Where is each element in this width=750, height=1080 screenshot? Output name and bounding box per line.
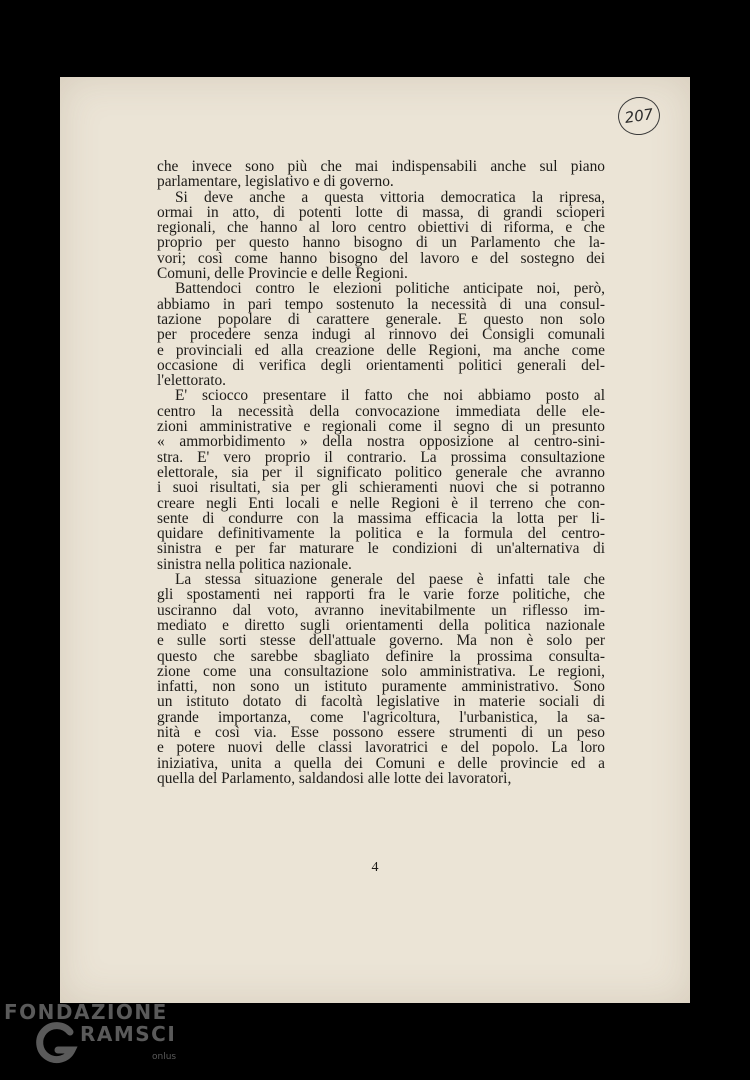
text-line: regionali, che hanno al loro centro obiettivi di riforma, e che bbox=[157, 219, 605, 237]
scanned-page bbox=[60, 77, 690, 1003]
text-line: vori; così come hanno bisogno del lavoro e del sostegno dei bbox=[157, 249, 605, 267]
text-line: quella del Parlamento, saldandosi alle lotte dei lavoratori, bbox=[157, 769, 512, 787]
text-line: per procedere senza indugi al rinnovo dei Consigli comunali bbox=[157, 326, 605, 344]
text-line: e provinciali ed alla creazione delle Regioni, ma anche come bbox=[157, 341, 605, 359]
watermark-line-1: FONDAZIONE bbox=[4, 1000, 168, 1024]
text-line: che invece sono più che mai indispensabili anche sul piano bbox=[157, 158, 605, 175]
text-line: centro la necessità della convocazione immediata delle ele- bbox=[157, 402, 605, 420]
text-line: i suoi risultati, sia per gli schieramenti nuovi che si potranno bbox=[157, 479, 605, 497]
page-number: 4 bbox=[371, 860, 379, 875]
text-line: La stessa situazione generale del paese è infatti tale che bbox=[175, 571, 605, 589]
watermark-line-2: RAMSCI bbox=[80, 1022, 177, 1046]
text-line: abbiamo in pari tempo sostenuto la necessità di una consul- bbox=[157, 295, 605, 313]
text-line: parlamentare, legislativo e di governo. bbox=[157, 173, 394, 191]
text-line: sinistra nella politica nazionale. bbox=[157, 555, 352, 573]
text-line: l'elettorato. bbox=[157, 372, 227, 390]
text-line: grande importanza, come l'agricoltura, l'urbanistica, la sa- bbox=[157, 708, 605, 726]
text-line: nità e così via. Esse possono essere strumenti di un peso bbox=[157, 723, 605, 741]
fondazione-gramsci-watermark bbox=[4, 998, 189, 1078]
text-line: questo che sarebbe sbagliato definire la prossima consulta- bbox=[157, 647, 605, 665]
text-line: sente di condurre con la massima efficacia la lotta per li- bbox=[157, 509, 605, 527]
text-line: Comuni, delle Provincie e delle Regioni. bbox=[157, 265, 408, 283]
archive-number-stamp bbox=[616, 94, 663, 137]
text-line: usciranno dal voto, avranno inevitabilmente un riflesso im- bbox=[157, 601, 605, 619]
text-line: mediato e diretto sugli orientamenti della politica nazionale bbox=[157, 616, 605, 634]
text-line: gli spostamenti nei rapporti fra le varie forze politiche, che bbox=[157, 586, 605, 604]
text-line: sinistra e per far maturare le condizioni di un'alternativa di bbox=[157, 540, 605, 558]
text-line: occasione di verifica degli orientamenti politici generali del- bbox=[157, 356, 605, 374]
text-line: proprio per questo hanno bisogno di un Parlamento che la- bbox=[157, 234, 605, 252]
text-line: Si deve anche a questa vittoria democratica la ripresa, bbox=[175, 188, 605, 206]
watermark-suffix: onlus bbox=[152, 1052, 177, 1062]
text-line: zioni amministrative e regionali come il segno di un presunto bbox=[157, 418, 605, 436]
text-line: « ammorbidimento » della nostra opposizione al centro-sini- bbox=[157, 433, 605, 451]
text-line: ormai in atto, di potenti lotte di massa, di grandi scioperi bbox=[157, 203, 605, 221]
text-line: infatti, non sono un istituto puramente amministrativo. Sono bbox=[157, 678, 605, 696]
text-line: Battendoci contro le elezioni politiche anticipate noi, però, bbox=[175, 280, 605, 298]
text-line: iniziativa, unita a quella dei Comuni e delle provincie ed a bbox=[157, 754, 605, 772]
g-logo-icon bbox=[34, 1020, 80, 1066]
text-line: E' sciocco presentare il fatto che noi abbiamo posto al bbox=[175, 387, 605, 405]
archive-number: 207 bbox=[623, 105, 655, 127]
text-line: elettorale, sia per il significato politico generale che avranno bbox=[157, 463, 605, 481]
text-line: quidare definitivamente la politica e la formula del centro- bbox=[157, 525, 605, 543]
body-text bbox=[157, 159, 605, 786]
text-line: e potere nuovi delle classi lavoratrici e del popolo. La loro bbox=[157, 739, 605, 757]
text-line: un istituto dotato di facoltà legislative in materie sociali di bbox=[157, 693, 605, 711]
text-line: stra. E' vero proprio il contrario. La prossima consultazione bbox=[157, 448, 605, 466]
text-line: e sulle sorti stesse dell'attuale governo. Ma non è solo per bbox=[157, 632, 605, 650]
text-line: zione come una consultazione solo amministrativa. Le regioni, bbox=[157, 662, 605, 680]
text-line: tazione popolare di carattere generale. E questo non solo bbox=[157, 310, 605, 328]
text-line: creare negli Enti locali e nelle Regioni è il terreno che con- bbox=[157, 494, 605, 512]
